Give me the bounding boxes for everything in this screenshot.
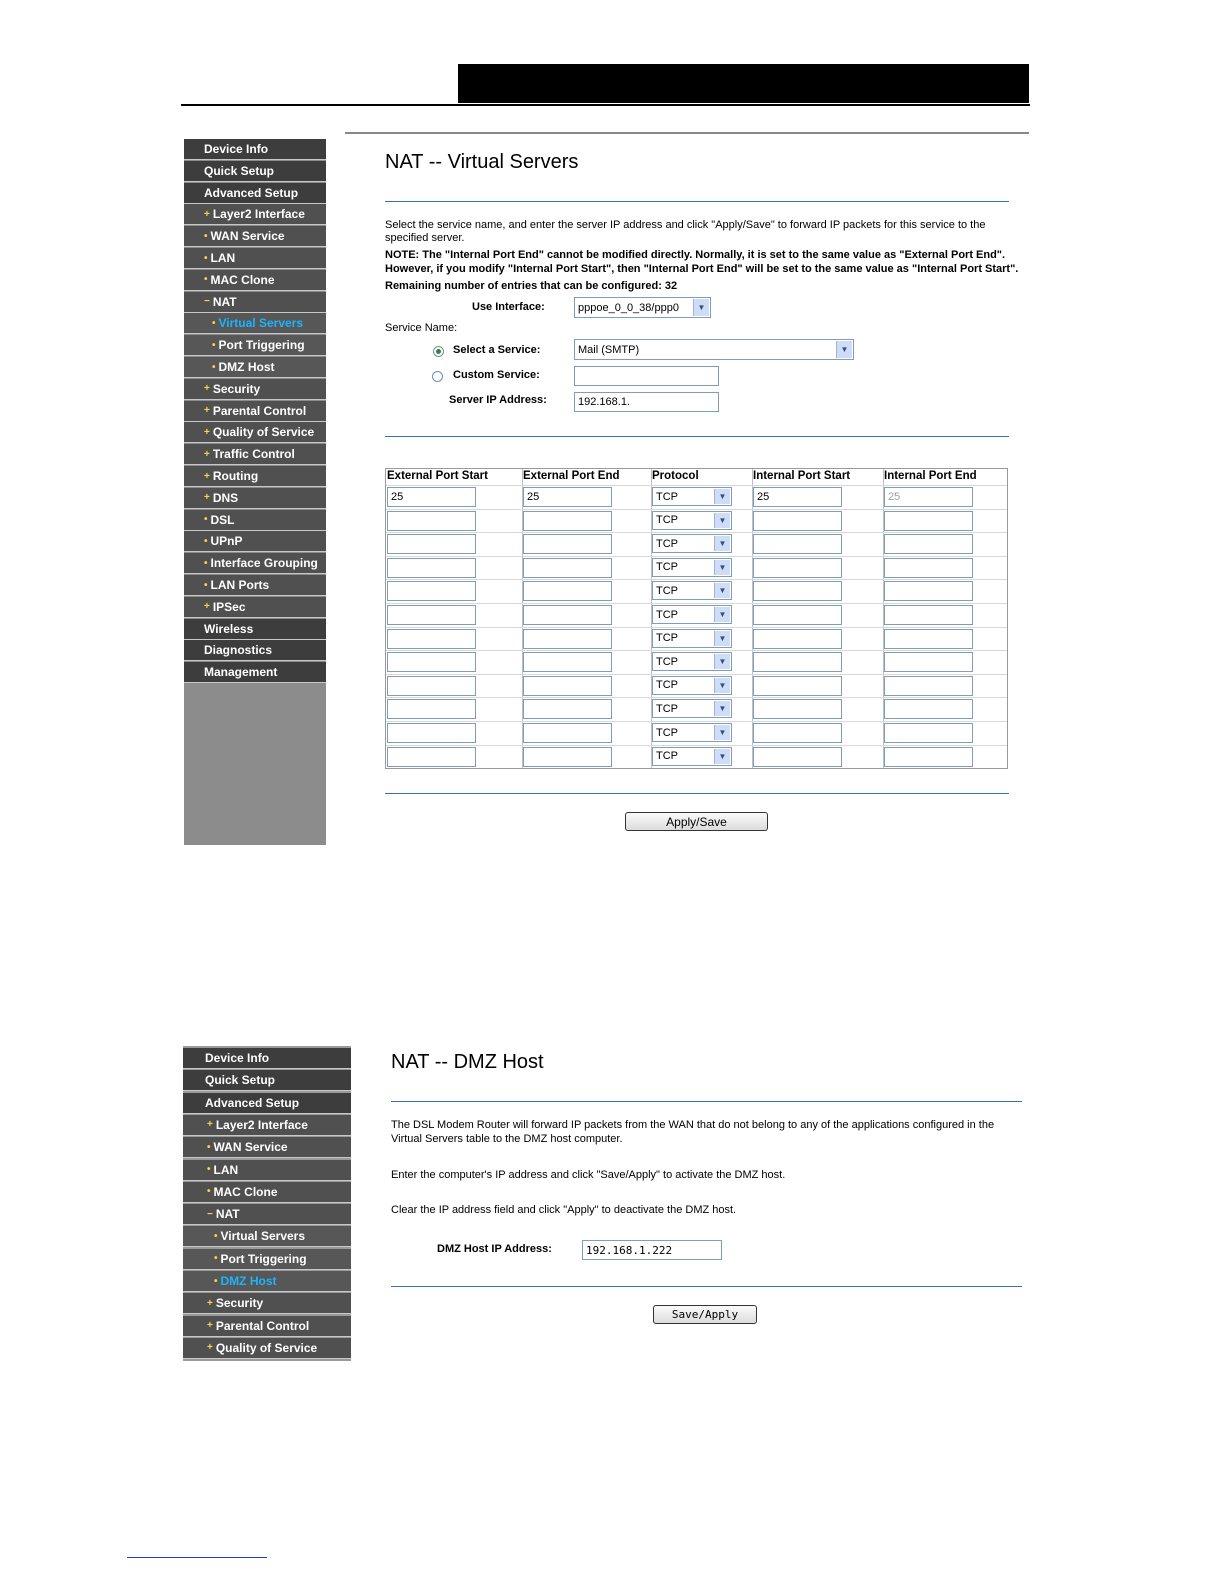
protocol-select[interactable] <box>652 699 732 718</box>
bullet-icon: + <box>204 601 210 613</box>
protocol-value: TCP <box>656 608 678 621</box>
chevron-down-icon: ▼ <box>714 513 730 528</box>
sidebar-item-label: LAN <box>213 1162 239 1177</box>
int-end-port-input[interactable] <box>884 629 973 649</box>
select-service-label: Select a Service: <box>453 344 541 356</box>
sidebar-item-mac-clone[interactable] <box>184 270 326 291</box>
ext-end-port-input[interactable] <box>523 511 612 531</box>
bullet-icon: • <box>214 1230 218 1242</box>
protocol-select[interactable] <box>652 487 732 506</box>
sidebar-item-ipsec[interactable] <box>184 597 326 618</box>
int-end-port-input[interactable] <box>884 558 973 578</box>
bullet-icon: • <box>207 1186 211 1198</box>
ext-end-port-input[interactable] <box>523 487 612 507</box>
sidebar-item-device-info[interactable] <box>183 1048 351 1069</box>
int-end-port-input[interactable] <box>884 605 973 625</box>
chevron-down-icon: ▼ <box>714 536 730 551</box>
select-service-dropdown[interactable] <box>574 339 854 360</box>
protocol-select[interactable] <box>652 652 732 671</box>
form-divider <box>391 1286 1022 1287</box>
sidebar-item-wan-service[interactable] <box>184 226 326 247</box>
sidebar-item-label: Parental Control <box>212 403 307 418</box>
protocol-select[interactable] <box>652 676 732 695</box>
protocol-select[interactable] <box>652 605 732 624</box>
column-header-internal-port-start: Internal Port Start <box>753 470 851 482</box>
sidebar-item-label: Layer2 Interface <box>212 207 305 222</box>
server-ip-input[interactable] <box>574 392 719 412</box>
virtual-servers-screenshot <box>182 131 1029 845</box>
protocol-value: TCP <box>656 537 678 550</box>
bullet-icon: • <box>212 361 216 373</box>
sidebar-item-dmz-host[interactable] <box>184 357 326 378</box>
dmz-description: The DSL Modem Router will forward IP packets from the WAN that do not belong to any of the applications configured in the <box>391 1119 995 1131</box>
sidebar-item-dmz-host[interactable] <box>183 1271 351 1292</box>
sidebar-item-label: Port Triggering <box>218 338 305 353</box>
column-header-external-port-start: External Port Start <box>387 470 488 482</box>
sidebar-item-label: Virtual Servers <box>220 1229 306 1244</box>
title-divider <box>385 201 1009 202</box>
protocol-value: TCP <box>656 726 678 739</box>
sidebar-item-wireless[interactable] <box>184 619 326 640</box>
ext-start-port-input[interactable] <box>387 629 476 649</box>
port-value: 25 <box>391 491 404 503</box>
sidebar-item-virtual-servers[interactable] <box>184 313 326 334</box>
protocol-value: TCP <box>656 750 678 763</box>
use-interface-value: pppoe_0_0_38/ppp0 <box>578 301 679 314</box>
ext-start-port-input[interactable] <box>387 558 476 578</box>
ext-start-port-input[interactable] <box>387 605 476 625</box>
int-end-port-input[interactable] <box>884 511 973 531</box>
protocol-select[interactable] <box>652 723 732 742</box>
int-end-port-input[interactable] <box>884 652 973 672</box>
port-value: 25 <box>527 491 540 503</box>
bullet-icon: − <box>204 296 210 308</box>
ext-start-port-input[interactable] <box>387 747 476 767</box>
bullet-icon: + <box>207 1320 213 1332</box>
column-header-internal-port-end: Internal Port End <box>884 470 977 482</box>
sidebar-item-label: MAC Clone <box>213 1184 278 1199</box>
ext-end-port-input[interactable] <box>523 581 612 601</box>
page-header-rule <box>181 104 1030 106</box>
bullet-icon: • <box>212 339 216 351</box>
dmz-ip-input[interactable] <box>582 1240 722 1260</box>
ext-end-port-input[interactable] <box>523 723 612 743</box>
bullet-icon: + <box>207 1119 213 1131</box>
sidebar-item-security[interactable] <box>184 379 326 400</box>
chevron-down-icon: ▼ <box>714 583 730 598</box>
sidebar-item-parental-control[interactable] <box>183 1316 351 1337</box>
intro-text: Select the service name, and enter the server IP address and click "Apply/Save" to forward IP packets for this service to the <box>385 219 986 231</box>
sidebar-item-label: Device Info <box>205 1051 270 1065</box>
sidebar-item-label: Security <box>215 1296 264 1311</box>
sidebar-item-label: LAN Ports <box>210 578 270 592</box>
page-title: NAT -- DMZ Host <box>391 1051 544 1073</box>
row-separator <box>386 509 1007 510</box>
protocol-value: TCP <box>656 655 678 668</box>
sidebar-item-label: Advanced Setup <box>204 185 299 200</box>
protocol-select[interactable] <box>652 558 732 577</box>
ext-end-port-input[interactable] <box>523 676 612 696</box>
apply-save-button[interactable]: Apply/Save <box>625 812 768 831</box>
sidebar-item-label: Management <box>204 665 278 680</box>
sidebar-item-nat[interactable] <box>184 292 326 313</box>
sidebar-item-virtual-servers[interactable] <box>183 1226 351 1247</box>
sidebar-item-label: NAT <box>215 1207 240 1222</box>
sidebar-item-label: Layer2 Interface <box>215 1117 308 1132</box>
intro-text-2: specified server. <box>385 232 465 244</box>
bullet-icon: • <box>214 1275 218 1287</box>
sidebar-item-label: Quick Setup <box>205 1073 276 1088</box>
int-start-port-input[interactable] <box>753 487 842 507</box>
int-start-port-input[interactable] <box>753 605 842 625</box>
protocol-value: TCP <box>656 490 678 503</box>
ext-end-port-input[interactable] <box>523 747 612 767</box>
bullet-icon: • <box>212 317 216 329</box>
chevron-down-icon: ▼ <box>714 560 730 575</box>
chevron-down-icon: ▼ <box>714 678 730 693</box>
bullet-icon: • <box>204 535 208 547</box>
ext-start-port-input[interactable] <box>387 487 476 507</box>
sidebar-item-label: LAN <box>210 251 236 265</box>
int-start-port-input[interactable] <box>753 652 842 672</box>
sidebar-item-routing[interactable] <box>184 466 326 487</box>
row-separator <box>386 650 1007 651</box>
protocol-value: TCP <box>656 632 678 645</box>
sidebar-item-management[interactable] <box>184 662 326 683</box>
ext-start-port-input[interactable] <box>387 581 476 601</box>
chevron-down-icon: ▼ <box>714 749 730 764</box>
int-start-port-input[interactable] <box>753 511 842 531</box>
int-end-port-input[interactable] <box>884 487 973 507</box>
sidebar-item-label: DMZ Host <box>220 1274 277 1288</box>
sidebar-item-label: Wireless <box>204 621 254 636</box>
row-separator <box>386 745 1007 746</box>
ext-start-port-input[interactable] <box>387 511 476 531</box>
sidebar-item-label: WAN Service <box>210 229 285 244</box>
chevron-down-icon: ▼ <box>714 607 730 622</box>
sidebar-item-advanced-setup[interactable] <box>183 1093 351 1114</box>
bullet-icon: • <box>204 252 208 264</box>
header-separator <box>386 485 1007 486</box>
port-value: 25 <box>888 491 901 503</box>
ext-start-port-input[interactable] <box>387 699 476 719</box>
bullet-icon: • <box>214 1253 218 1265</box>
sidebar-item-lan[interactable] <box>183 1160 351 1181</box>
int-start-port-input[interactable] <box>753 699 842 719</box>
column-header-external-port-end: External Port End <box>523 470 620 482</box>
row-separator <box>386 579 1007 580</box>
form-divider <box>385 436 1009 437</box>
dmz-host-screenshot <box>183 1045 1029 1361</box>
sidebar-item-label: Virtual Servers <box>218 316 304 331</box>
sidebar-item-label: Interface Grouping <box>210 556 318 571</box>
row-separator <box>386 697 1007 698</box>
save-apply-button[interactable]: Save/Apply <box>653 1305 757 1324</box>
dmz-description-2: Virtual Servers table to the DMZ host computer. <box>391 1133 623 1145</box>
chevron-down-icon: ▼ <box>714 701 730 716</box>
ext-end-port-input[interactable] <box>523 605 612 625</box>
bullet-icon: • <box>207 1164 211 1175</box>
int-end-port-input[interactable] <box>884 534 973 554</box>
select-service-radio[interactable] <box>433 346 444 357</box>
bullet-icon: • <box>207 1141 211 1153</box>
dmz-activate-text: Enter the computer's IP address and click "Save/Apply" to activate the DMZ host. <box>391 1169 786 1181</box>
bullet-icon: • <box>204 514 208 526</box>
sidebar-item-quick-setup[interactable] <box>183 1070 351 1091</box>
page-header-bar <box>458 64 1029 103</box>
int-end-port-input[interactable] <box>884 699 973 719</box>
protocol-value: TCP <box>656 679 678 692</box>
bullet-icon: • <box>204 230 208 242</box>
chevron-down-icon: ▼ <box>714 631 730 646</box>
sidebar-item-label: IPSec <box>212 599 246 614</box>
sidebar-item-layer2-interface[interactable] <box>183 1115 351 1136</box>
sidebar-item-label: Quick Setup <box>204 163 275 178</box>
port-mapping-table <box>385 468 1008 769</box>
sidebar-item-label: UPnP <box>210 534 243 549</box>
table-divider <box>385 793 1009 794</box>
sidebar-item-mac-clone[interactable] <box>183 1182 351 1203</box>
sidebar-item-label: Port Triggering <box>220 1251 307 1266</box>
bullet-icon: • <box>204 579 208 591</box>
int-start-port-input[interactable] <box>753 723 842 743</box>
sidebar-item-label: Traffic Control <box>212 447 295 462</box>
sidebar-item-label: DNS <box>212 490 239 505</box>
custom-service-label: Custom Service: <box>453 369 540 381</box>
note-text: NOTE: The "Internal Port End" cannot be modified directly. Normally, it is set to the same value as "External Port End". <box>385 249 1006 261</box>
sidebar-item-upnp[interactable] <box>184 531 326 552</box>
page-title: NAT -- Virtual Servers <box>385 151 579 173</box>
protocol-value: TCP <box>656 514 678 527</box>
top-divider <box>345 132 1029 134</box>
dmz-deactivate-text: Clear the IP address field and click "Apply" to deactivate the DMZ host. <box>391 1204 737 1216</box>
bullet-icon: + <box>204 208 210 220</box>
int-end-port-input[interactable] <box>884 747 973 767</box>
title-divider <box>391 1101 1022 1102</box>
protocol-select[interactable] <box>652 629 732 648</box>
chevron-down-icon: ▼ <box>714 654 730 669</box>
sidebar-item-dsl[interactable] <box>184 510 326 531</box>
server-ip-value: 192.168.1. <box>578 396 630 408</box>
int-start-port-input[interactable] <box>753 676 842 696</box>
row-separator <box>386 627 1007 628</box>
sidebar-item-label: NAT <box>212 294 237 309</box>
row-separator <box>386 603 1007 604</box>
protocol-select[interactable] <box>652 747 732 766</box>
sidebar-item-label: Routing <box>212 469 259 483</box>
int-start-port-input[interactable] <box>753 629 842 649</box>
ext-start-port-input[interactable] <box>387 534 476 554</box>
ext-start-port-input[interactable] <box>387 676 476 696</box>
int-start-port-input[interactable] <box>753 558 842 578</box>
bullet-icon: • <box>204 274 208 286</box>
custom-service-radio[interactable] <box>432 371 443 382</box>
ext-end-port-input[interactable] <box>523 534 612 554</box>
bullet-icon: + <box>204 383 210 395</box>
bullet-icon: + <box>204 470 210 482</box>
use-interface-select[interactable] <box>574 297 711 318</box>
sidebar-item-label: DSL <box>210 512 235 527</box>
sidebar-item-quality-of-service[interactable] <box>184 422 326 443</box>
sidebar-item-quick-setup[interactable] <box>184 161 326 182</box>
ext-start-port-input[interactable] <box>387 652 476 672</box>
sidebar-item-label: Quality of Service <box>212 425 315 440</box>
sidebar-item-device-info[interactable] <box>184 139 326 160</box>
dmz-ip-label: DMZ Host IP Address: <box>437 1243 552 1255</box>
sidebar-item-layer2-interface[interactable] <box>184 204 326 225</box>
chevron-down-icon: ▼ <box>693 299 709 316</box>
bullet-icon: + <box>204 448 210 460</box>
row-separator <box>386 532 1007 533</box>
bullet-icon: + <box>207 1297 213 1309</box>
row-separator <box>386 556 1007 557</box>
sidebar-item-label: MAC Clone <box>210 272 275 287</box>
ext-end-port-input[interactable] <box>523 629 612 649</box>
bullet-icon: − <box>207 1208 213 1220</box>
sidebar <box>183 1046 351 1361</box>
chevron-down-icon: ▼ <box>836 341 852 358</box>
ext-end-port-input[interactable] <box>523 699 612 719</box>
custom-service-input[interactable] <box>574 366 719 386</box>
sidebar-item-parental-control[interactable] <box>184 401 326 422</box>
sidebar-item-security[interactable] <box>183 1293 351 1314</box>
row-separator <box>386 721 1007 722</box>
int-end-port-input[interactable] <box>884 581 973 601</box>
sidebar-item-advanced-setup[interactable] <box>184 183 326 204</box>
ext-end-port-input[interactable] <box>523 558 612 578</box>
int-start-port-input[interactable] <box>753 534 842 554</box>
ext-end-port-input[interactable] <box>523 652 612 672</box>
port-value: 25 <box>757 491 770 503</box>
sidebar-item-port-triggering[interactable] <box>184 335 326 356</box>
ext-start-port-input[interactable] <box>387 723 476 743</box>
note-text-2: However, if you modify "Internal Port Start", then "Internal Port End" will be set to the same value as "Internal Port Start". <box>385 263 1019 275</box>
sidebar-item-wan-service[interactable] <box>183 1137 351 1158</box>
sidebar-item-interface-grouping[interactable] <box>184 553 326 574</box>
sidebar-item-label: Diagnostics <box>204 643 273 658</box>
sidebar-item-diagnostics[interactable] <box>184 640 326 661</box>
protocol-select[interactable] <box>652 581 732 600</box>
sidebar-item-lan-ports[interactable] <box>184 575 326 596</box>
service-name-label: Service Name: <box>385 322 458 334</box>
dmz-ip-value: 192.168.1.222 <box>586 1243 673 1257</box>
sidebar-item-label: Security <box>212 381 261 396</box>
select-service-value: Mail (SMTP) <box>578 343 640 356</box>
int-end-port-input[interactable] <box>884 676 973 696</box>
sidebar <box>184 139 326 845</box>
bullet-icon: + <box>204 426 210 438</box>
remaining-entries: Remaining number of entries that can be configured: 32 <box>385 280 678 292</box>
protocol-value: TCP <box>656 584 678 597</box>
sidebar-item-port-triggering[interactable] <box>183 1249 351 1270</box>
sidebar-item-label: Parental Control <box>215 1318 310 1333</box>
footer-link-rule <box>127 1557 267 1558</box>
sidebar-item-label: Quality of Service <box>215 1340 318 1355</box>
int-start-port-input[interactable] <box>753 581 842 601</box>
bullet-icon: + <box>207 1342 213 1354</box>
row-separator <box>386 674 1007 675</box>
server-ip-label: Server IP Address: <box>449 394 547 406</box>
use-interface-label: Use Interface: <box>472 301 545 313</box>
protocol-select[interactable] <box>652 511 732 530</box>
bullet-icon: + <box>204 492 210 504</box>
sidebar-item-label: Advanced Setup <box>205 1095 300 1110</box>
sidebar-item-dns[interactable] <box>184 488 326 509</box>
int-start-port-input[interactable] <box>753 747 842 767</box>
bullet-icon: + <box>204 405 210 417</box>
protocol-select[interactable] <box>652 534 732 553</box>
sidebar-item-label: DMZ Host <box>218 360 275 374</box>
bullet-icon: • <box>204 557 208 569</box>
protocol-value: TCP <box>656 561 678 574</box>
column-header-protocol: Protocol <box>652 470 699 482</box>
sidebar-item-lan[interactable] <box>184 248 326 269</box>
protocol-value: TCP <box>656 702 678 715</box>
chevron-down-icon: ▼ <box>714 725 730 740</box>
sidebar-item-quality-of-service[interactable] <box>183 1338 351 1359</box>
chevron-down-icon: ▼ <box>714 489 730 504</box>
sidebar-item-label: WAN Service <box>213 1140 288 1155</box>
sidebar-item-traffic-control[interactable] <box>184 444 326 465</box>
int-end-port-input[interactable] <box>884 723 973 743</box>
sidebar-item-label: Device Info <box>204 142 269 156</box>
sidebar-item-nat[interactable] <box>183 1204 351 1225</box>
